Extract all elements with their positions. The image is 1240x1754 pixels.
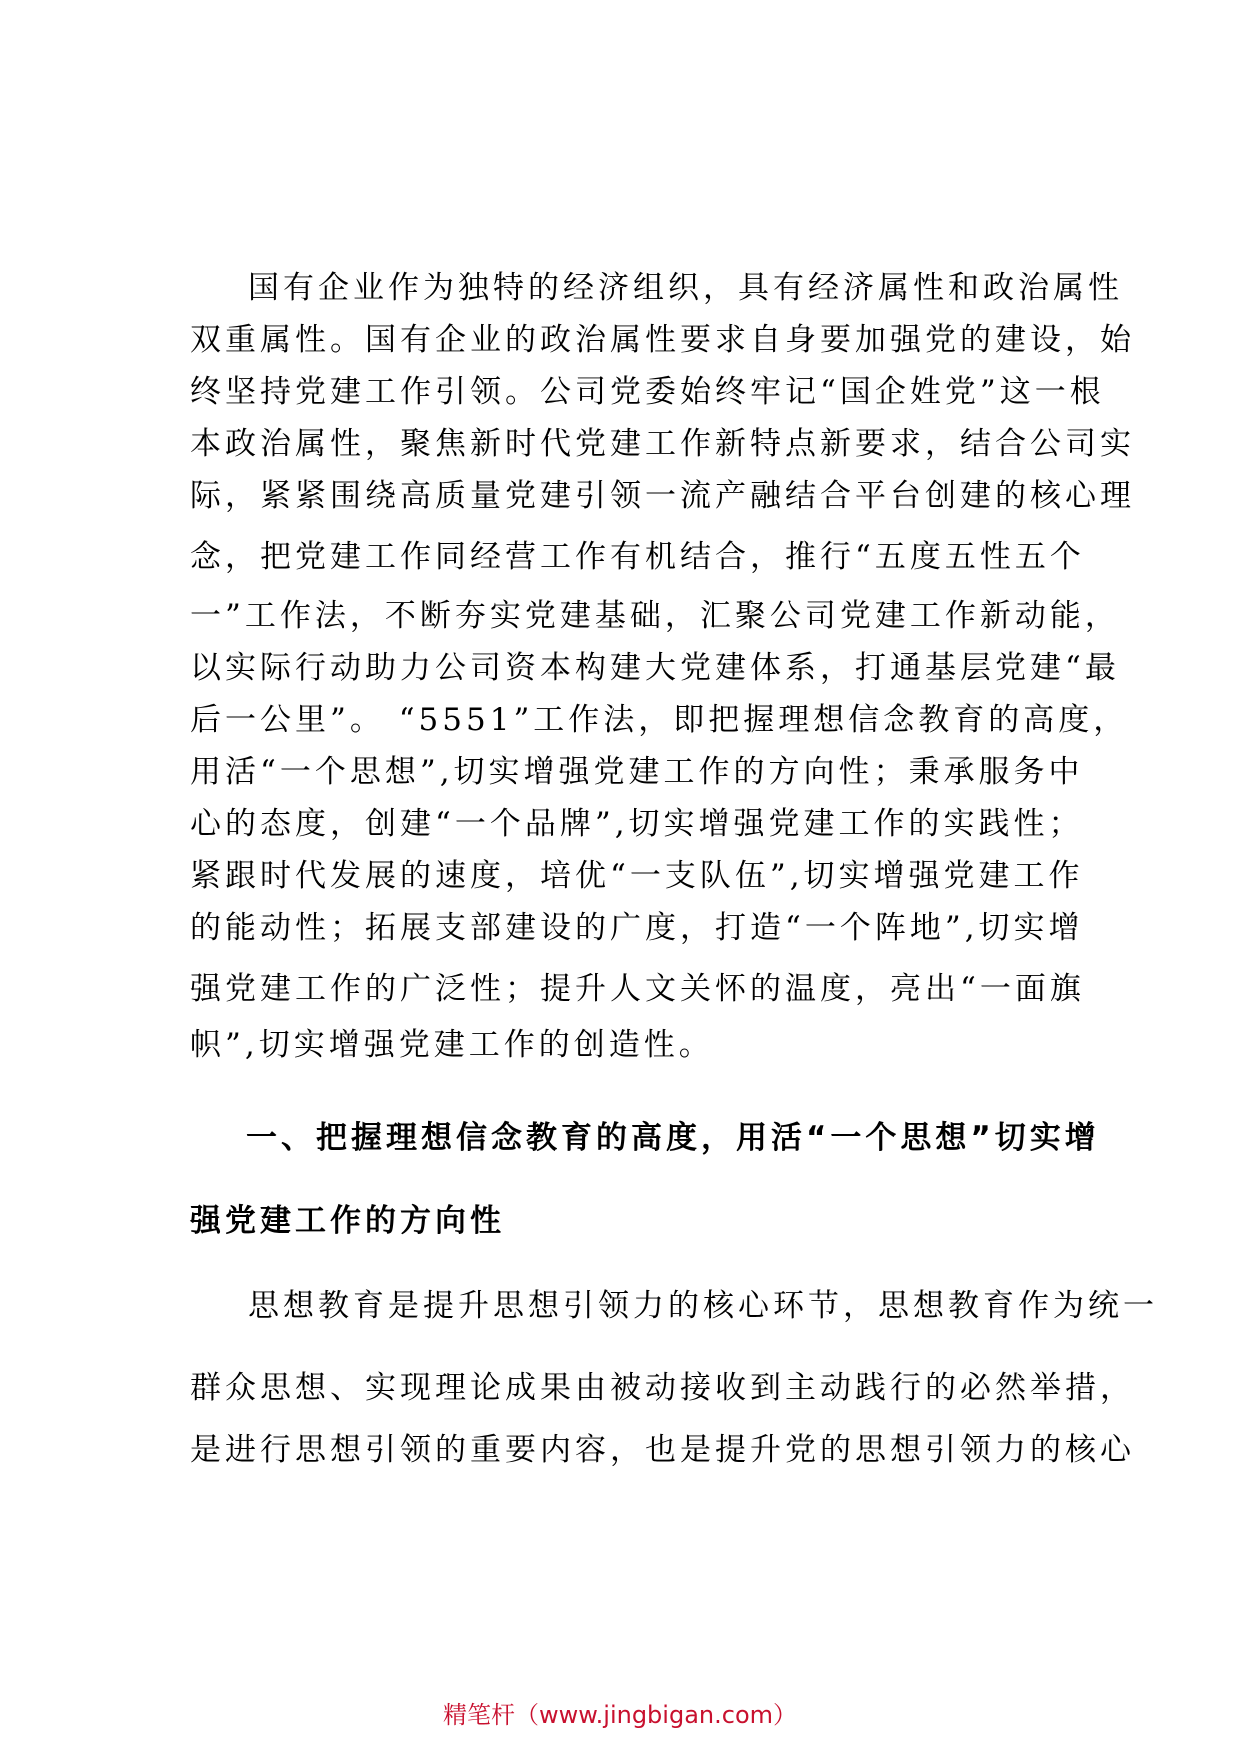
intro-line-2: 双重属性。国有企业的政治属性要求自身要加强党的建设，始 bbox=[190, 322, 1135, 358]
intro-line-4: 本政治属性，聚焦新时代党建工作新特点新要求，结合公司实 bbox=[190, 426, 1135, 462]
footer-source-text: 精笔杆（www.jingbigan.com） bbox=[442, 1701, 798, 1729]
intro-line-1: 国有企业作为独特的经济组织，具有经济属性和政治属性 bbox=[248, 270, 1123, 306]
body-line-1: 思想教育是提升思想引领力的核心环节，思想教育作为统一 bbox=[248, 1288, 1158, 1324]
intro-line-13: 的能动性；拓展支部建设的广度，打造“一个阵地”,切实增 bbox=[190, 910, 1084, 946]
intro-line-5: 际，紧紧围绕高质量党建引领一流产融结合平台创建的核心理 bbox=[190, 478, 1135, 514]
intro-line-8: 以实际行动助力公司资本构建大党建体系，打通基层党建“最 bbox=[190, 650, 1120, 686]
section-heading-line-2: 强党建工作的方向性 bbox=[190, 1203, 505, 1239]
intro-line-11: 心的态度，创建“一个品牌”,切实增强党建工作的实践性； bbox=[190, 806, 1084, 842]
body-line-3: 是进行思想引领的重要内容，也是提升党的思想引领力的核心 bbox=[190, 1432, 1135, 1468]
intro-line-6: 念，把党建工作同经营工作有机结合，推行“五度五性五个 bbox=[190, 539, 1085, 575]
intro-line-3: 终坚持党建工作引领。公司党委始终牢记“国企姓党”这一根 bbox=[190, 374, 1105, 410]
intro-line-12: 紧跟时代发展的速度，培优“一支队伍”,切实增强党建工作 bbox=[190, 858, 1084, 894]
intro-line-9: 后一公里”。 “5551”工作法，即把握理想信念教育的高度， bbox=[190, 702, 1129, 738]
body-line-2: 群众思想、实现理论成果由被动接收到主动践行的必然举措， bbox=[190, 1370, 1135, 1406]
intro-line-10: 用活“一个思想”,切实增强党建工作的方向性；秉承服务中 bbox=[190, 754, 1084, 790]
intro-line-14: 强党建工作的广泛性；提升人文关怀的温度，亮出“一面旗 bbox=[190, 971, 1085, 1007]
intro-line-7: 一”工作法，不断夯实党建基础，汇聚公司党建工作新动能， bbox=[190, 598, 1120, 634]
section-heading-line-1: 一、把握理想信念教育的高度，用活“一个思想”切实增 bbox=[246, 1120, 1100, 1156]
intro-line-15: 帜”,切实增强党建工作的创造性。 bbox=[190, 1027, 714, 1063]
